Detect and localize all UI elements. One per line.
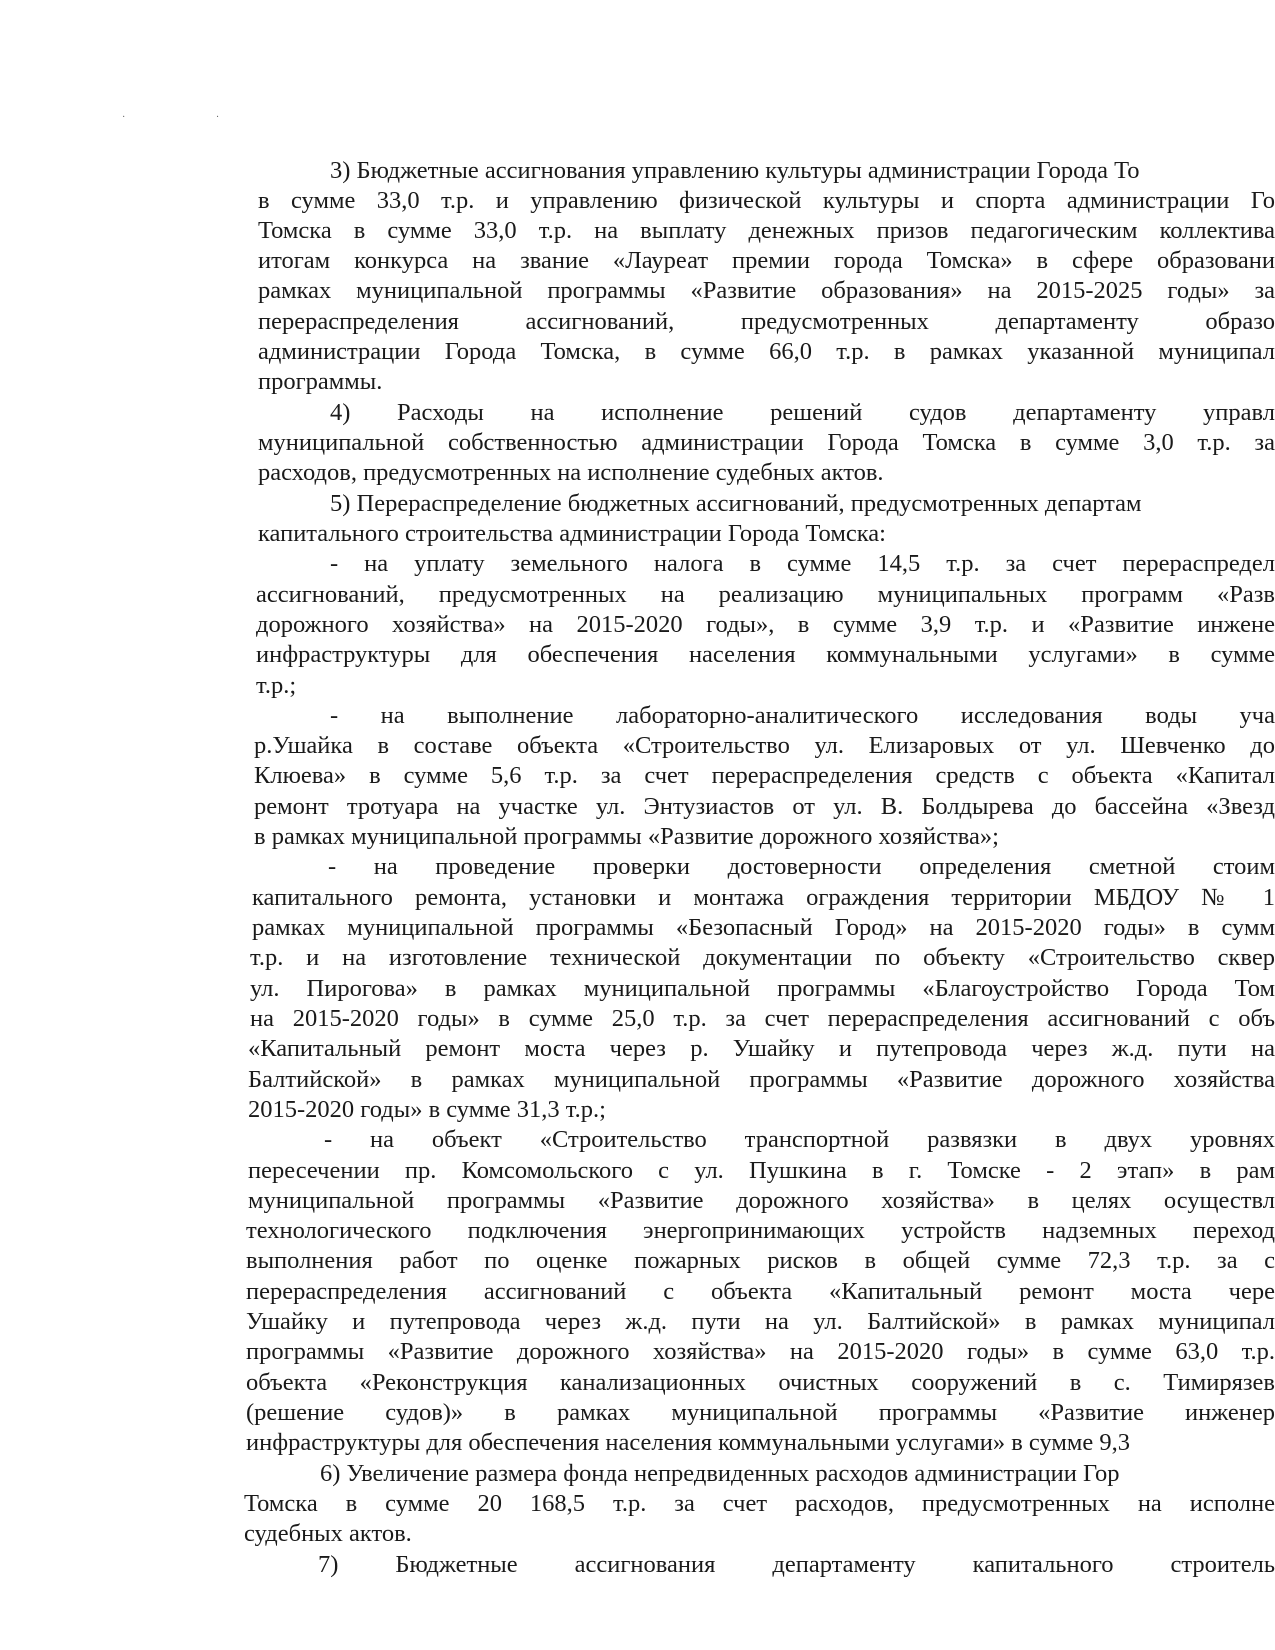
text-line: - на уплату земельного налога в сумме 14,5 т.р. за счет перераспредел xyxy=(330,550,1275,577)
text-line: (решение судов)» в рамках муниципальной программы «Развитие инженер xyxy=(246,1399,1275,1426)
text-line: муниципальной собственностью администрации Города Томска в сумме 3,0 т.р. за xyxy=(258,429,1275,456)
text-line: Клюева» в сумме 5,6 т.р. за счет перераспределения средств с объекта «Капитал xyxy=(254,762,1275,789)
text-line: 3) Бюджетные ассигнования управлению культуры администрации Города То xyxy=(330,157,1140,184)
text-line: «Капитальный ремонт моста через р. Ушайку и путепровода через ж.д. пути на xyxy=(248,1035,1275,1062)
text-line: инфраструктуры для обеспечения населения коммунальными услугами» в сумме xyxy=(256,641,1275,668)
text-line: муниципальной программы «Развитие дорожного хозяйства» в целях осуществл xyxy=(248,1187,1275,1214)
text-line: т.р. и на изготовление технической документации по объекту «Строительство сквер xyxy=(250,944,1275,971)
text-line: - на объект «Строительство транспортной развязки в двух уровнях xyxy=(324,1126,1275,1153)
text-line: 6) Увеличение размера фонда непредвиденных расходов администрации Гор xyxy=(320,1460,1120,1487)
text-line: ремонт тротуара на участке ул. Энтузиастов от ул. В. Болдырева до бассейна «Звезд xyxy=(254,793,1275,820)
text-line: Ушайку и путепровода через ж.д. пути на ул. Балтийской» в рамках муниципал xyxy=(246,1308,1275,1335)
text-line: инфраструктуры для обеспечения населения коммунальными услугами» в сумме 9,3 xyxy=(246,1429,1131,1456)
text-line: 2015-2020 годы» в сумме 31,3 т.р.; xyxy=(248,1096,606,1123)
text-line: ассигнований, предусмотренных на реализацию муниципальных программ «Разв xyxy=(256,581,1275,608)
text-line: - на проведение проверки достоверности определения сметной стоим xyxy=(328,853,1275,880)
text-line: программы «Развитие дорожного хозяйства» на 2015-2020 годы» в сумме 63,0 т.р. xyxy=(246,1338,1275,1365)
text-line: капитального ремонта, установки и монтажа ограждения территории МБДОУ № 1 xyxy=(252,884,1275,911)
text-line: т.р.; xyxy=(256,672,297,699)
text-line: итогам конкурса на звание «Лауреат премии города Томска» в сфере образовани xyxy=(258,247,1275,274)
text-line: технологического подключения энергопринимающих устройств надземных переход xyxy=(246,1217,1275,1244)
text-line: перераспределения ассигнований, предусмотренных департаменту образо xyxy=(258,308,1275,335)
text-line: дорожного хозяйства» на 2015-2020 годы», в сумме 3,9 т.р. и «Развитие инжене xyxy=(256,611,1275,638)
text-line: - на выполнение лабораторно-аналитического исследования воды уча xyxy=(330,702,1275,729)
text-line: объекта «Реконструкция канализационных очистных сооружений в с. Тимирязев xyxy=(246,1369,1275,1396)
text-line: рамках муниципальной программы «Развитие образования» на 2015-2025 годы» за xyxy=(258,277,1275,304)
text-line: в рамках муниципальной программы «Развитие дорожного хозяйства»; xyxy=(254,823,999,850)
text-line: 5) Перераспределение бюджетных ассигнований, предусмотренных департам xyxy=(330,490,1142,517)
text-line: на 2015-2020 годы» в сумме 25,0 т.р. за счет перераспределения ассигнований с объ xyxy=(250,1005,1275,1032)
text-line: Томска в сумме 33,0 т.р. на выплату денежных призов педагогическим коллектива xyxy=(258,217,1275,244)
text-line: ул. Пирогова» в рамках муниципальной программы «Благоустройство Города Том xyxy=(250,975,1275,1002)
text-line: программы. xyxy=(258,368,383,395)
text-line: Балтийской» в рамках муниципальной программы «Развитие дорожного хозяйства xyxy=(248,1066,1275,1093)
text-line: судебных актов. xyxy=(244,1520,412,1547)
text-line: выполнения работ по оценке пожарных рисков в общей сумме 72,3 т.р. за с xyxy=(246,1247,1275,1274)
text-line: в сумме 33,0 т.р. и управлению физической культуры и спорта администрации Го xyxy=(258,187,1275,214)
text-line: капитального строительства администрации Города Томска: xyxy=(258,520,886,547)
text-line: перераспределения ассигнований с объекта «Капитальный ремонт моста чере xyxy=(246,1278,1275,1305)
scan-specks: · · xyxy=(122,112,264,123)
text-line: Томска в сумме 20 168,5 т.р. за счет расходов, предусмотренных на исполне xyxy=(244,1490,1275,1517)
text-line: 7) Бюджетные ассигнования департаменту капитального строитель xyxy=(318,1551,1275,1578)
text-line: рамках муниципальной программы «Безопасный Город» на 2015-2020 годы» в сумм xyxy=(252,914,1275,941)
text-line: администрации Города Томска, в сумме 66,0 т.р. в рамках указанной муниципал xyxy=(258,338,1275,365)
text-line: р.Ушайка в составе объекта «Строительство ул. Елизаровых от ул. Шевченко до xyxy=(254,732,1275,759)
text-line: 4) Расходы на исполнение решений судов департаменту управл xyxy=(330,399,1275,426)
text-line: расходов, предусмотренных на исполнение судебных актов. xyxy=(258,459,884,486)
text-line: пересечении пр. Комсомольского с ул. Пушкина в г. Томске - 2 этап» в рам xyxy=(248,1157,1275,1184)
